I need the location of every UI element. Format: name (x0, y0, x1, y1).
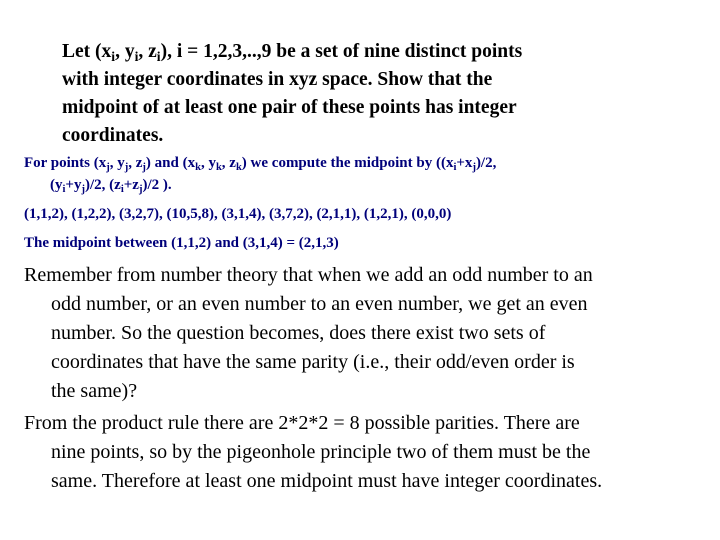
problem-line-4: coordinates. (62, 125, 164, 146)
pigeonhole-line-1: From the product rule there are 2*2*2 = 8 possible parities. There are (24, 412, 580, 434)
points-list-text: (1,1,2), (1,2,2), (3,2,7), (10,5,8), (3,1,4), (3,7,2), (2,1,1), (1,2,1), (0,0,0) (24, 206, 452, 222)
points-list (24, 203, 714, 225)
pigeonhole-paragraph (24, 409, 719, 496)
parity-line-2: odd number, or an even number to an even number, we get an even (51, 293, 588, 315)
example-midpoint-text: The midpoint between (1,1,2) and (3,1,4) = (2,1,3) (24, 235, 339, 251)
problem-line-2: with integer coordinates in xyz space. Show that the (62, 69, 493, 90)
parity-line-4: coordinates that have the same parity (i.e., their odd/even order is (51, 351, 575, 373)
midpoint-formula-line-2: $(y_i+y_j)/2$, $(z_i+z_j)/2$ ). (50, 177, 172, 196)
problem-line-3: midpoint of at least one pair of these points has integer (62, 97, 517, 118)
midpoint-formula-line-1: For points ($x_j$, $y_j$, $z_j$) and ($x_k$, $y_k$, $z_k$) we compute the midpoint by ($(x_i+x_j)/2$, (24, 155, 497, 174)
example-midpoint (24, 232, 714, 254)
parity-line-1: Remember from number theory that when we add an odd number to an (24, 264, 593, 286)
midpoint-formula (24, 152, 714, 196)
parity-paragraph (24, 261, 719, 406)
problem-line-1: Let ($x_i$, $y_i$, $z_i$), i = 1,2,3,..,9 be a set of nine distinct points (62, 41, 523, 65)
pigeonhole-line-3: same. Therefore at least one midpoint must have integer coordinates. (51, 470, 603, 492)
pigeonhole-line-2: nine points, so by the pigeonhole principle two of them must be the (51, 441, 591, 463)
parity-line-5: the same)? (51, 380, 138, 402)
parity-line-3: number. So the question becomes, does there exist two sets of (51, 322, 546, 344)
problem-statement (62, 38, 712, 150)
